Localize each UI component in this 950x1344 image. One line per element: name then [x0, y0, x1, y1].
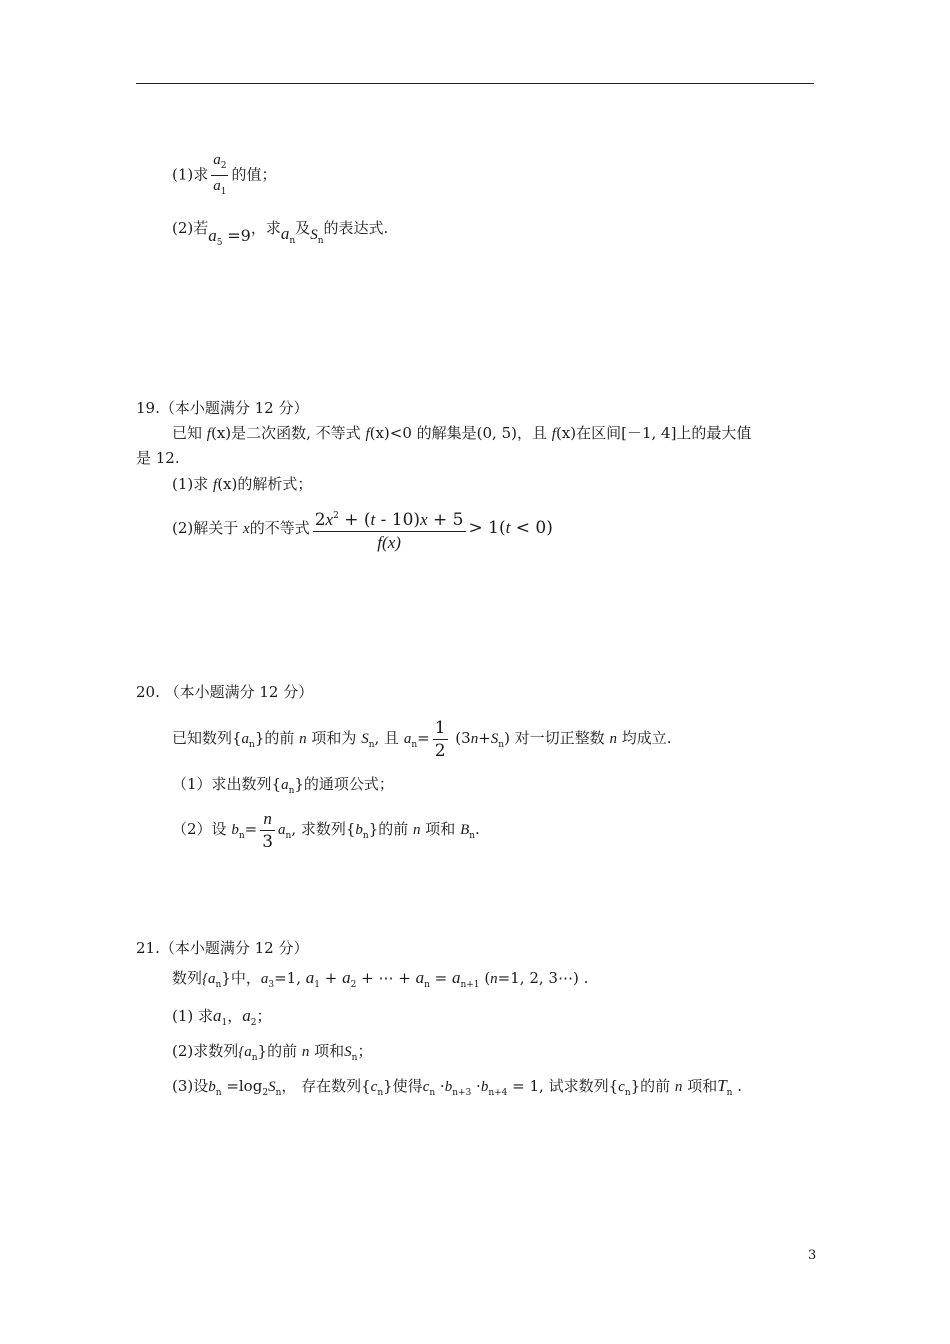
- q20-statement: 已知数列$\{a_n\}$的前 n 项和为 $S_n$, 且 $a_n=$ $\frac{1}{2}$ $(3n+S_n)$ 对一切正整数 n 均成立.: [172, 717, 672, 761]
- q19-part2: (2)解关于 x的不等式 $\frac{2x^2 + (t - 10)x + 5}{f(x)}$ > 1(t < 0): [172, 500, 553, 557]
- q21-statement: 数列$\{a_n\}$中，$a_3=1$, $a_1 + a_2$ + ⋯ + $a_n = a_{n+1}$ (n=1, 2, 3⋯) .: [172, 968, 589, 990]
- q20-part2: （2）设 $b_n=$ $\frac{n}{3}$ $a_n$, 求数列$\{b_n\}$的前 n 项和 $B_n$.: [172, 808, 480, 852]
- q20-part1: （1）求出数列$\{a_n\}$的通项公式；: [172, 775, 394, 796]
- q21-title: 21.（本小题满分 12 分）: [136, 939, 309, 957]
- page-number: 3: [808, 1248, 817, 1263]
- header-rule: [136, 83, 814, 84]
- q19-title: 19.（本小题满分 12 分）: [136, 399, 309, 417]
- q19-part1: (1)求 f(x)的解析式；: [172, 475, 313, 493]
- q18-part1: (1)求 $\frac{a_2}{a_1}$ 的值；: [172, 152, 277, 197]
- q21-part1: (1) 求$a_1$，$a_2$；: [172, 1006, 272, 1028]
- q19-statement-cont: 是 12.: [136, 449, 180, 467]
- q19-inequality-fraction: $\frac{2x^2 + (t - 10)x + 5}{f(x)}$: [313, 505, 466, 554]
- q19-statement: 已知 f(x)是二次函数, 不等式 f(x)<0 的解集是(0, 5)，且 f(x)在区间[－1, 4]上的最大值: [172, 424, 752, 442]
- q20-title: 20. （本小题满分 12 分）: [136, 683, 314, 701]
- q18-part2: (2)若$a_5 =9$，求$a_n$及$S_n$的表达式.: [172, 219, 389, 248]
- q21-part2: (2)求数列$\{a_n\}$的前 n 项和$S_n$；: [172, 1042, 373, 1063]
- q21-part3: (3)设$b_n =\log_2S_n$， 存在数列$\{c_n\}$使得$c_n \cdot b_{n+3} \cdot b_{n+4} = 1$, 试求数列$\{c_n\}$的前 n 项和$T_n$ .: [172, 1076, 743, 1098]
